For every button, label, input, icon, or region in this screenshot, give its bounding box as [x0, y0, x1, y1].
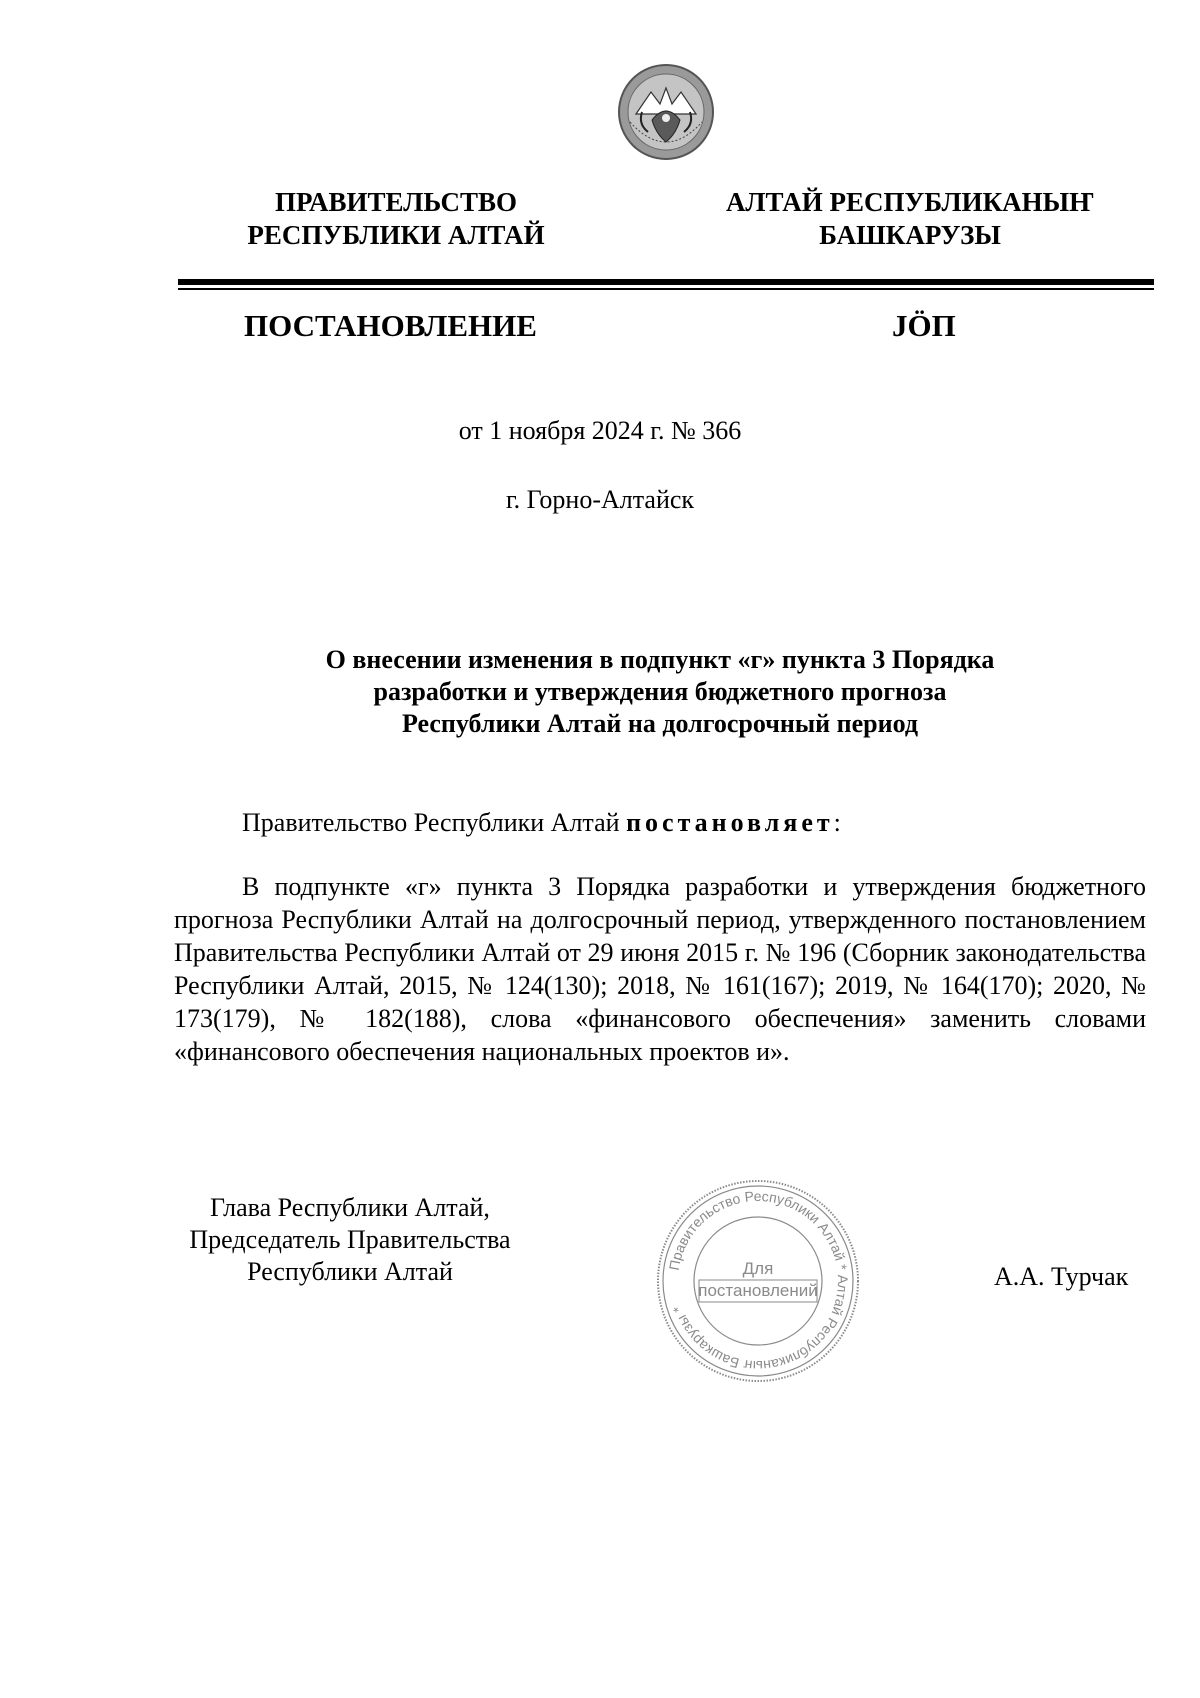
header-divider-thick: [178, 279, 1154, 285]
intro-emphasis: постановляет: [626, 808, 834, 837]
header-left-line2: РЕСПУБЛИКИ АЛТАЙ: [247, 220, 545, 250]
header-left: [220, 186, 572, 252]
signatory-title: [170, 1192, 530, 1288]
title-line2: разработки и утверждения бюджетного прогноза: [373, 677, 947, 706]
signatory-name: А.А. Турчак: [994, 1262, 1129, 1291]
intro-suffix: :: [833, 808, 841, 837]
header-left-line1: ПРАВИТЕЛЬСТВО: [274, 187, 518, 217]
header-divider-thin: [178, 288, 1154, 290]
header-right: [700, 186, 1120, 252]
date-number: от 1 ноября 2024 г. № 366: [458, 416, 742, 445]
title-line3: Республики Алтай на долгосрочный период: [401, 709, 919, 738]
stamp-center-line1: Для: [742, 1259, 774, 1278]
document-title: [180, 644, 1140, 740]
resolution-intro: [242, 807, 841, 839]
doc-type-alt: JӦП: [892, 308, 956, 343]
stamp-center-line2: постановлений: [698, 1281, 818, 1300]
signatory-title-line2: Председатель Правительства: [189, 1225, 511, 1254]
doc-type-ru: ПОСТАНОВЛЕНИЕ: [244, 308, 537, 343]
title-line1: О внесении изменения в подпункт «г» пункта 3 Порядка: [325, 645, 995, 674]
official-stamp: [653, 1176, 863, 1386]
header-right-line2: БАШКАРУЗЫ: [819, 220, 1001, 250]
resolution-body: [174, 870, 1146, 1068]
signatory-title-line3: Республики Алтай: [247, 1257, 453, 1286]
city: г. Горно-Алтайск: [505, 485, 695, 514]
intro-prefix: Правительство Республики Алтай: [242, 808, 627, 837]
stamp-ring-text: Правительство Республики Алтай * Алтай Республиканыҥ Башкарузы *: [665, 1187, 852, 1375]
header-right-line1: АЛТАЙ РЕСПУБЛИКАНЫҤ: [725, 187, 1095, 217]
body-paragraph: В подпункте «г» пункта 3 Порядка разработки и утверждения бюджетного прогноза Республики Алтай на долгосрочный период, утвержденного постановлением Правительства Республики Алтай от 29 июня 2015 г. № 196 (Сборник законодательства Республики Алтай, 2015, № 124(130); 2018, № 161(167); 2019, № 164(170); 2020, № 173(179), № 182(188), слова «финансового обеспечения» заменить словами «финансового обеспечения национальных проектов и».: [174, 872, 1146, 1066]
coat-of-arms-icon: [616, 62, 716, 162]
signatory-title-line1: Глава Республики Алтай,: [210, 1193, 490, 1222]
